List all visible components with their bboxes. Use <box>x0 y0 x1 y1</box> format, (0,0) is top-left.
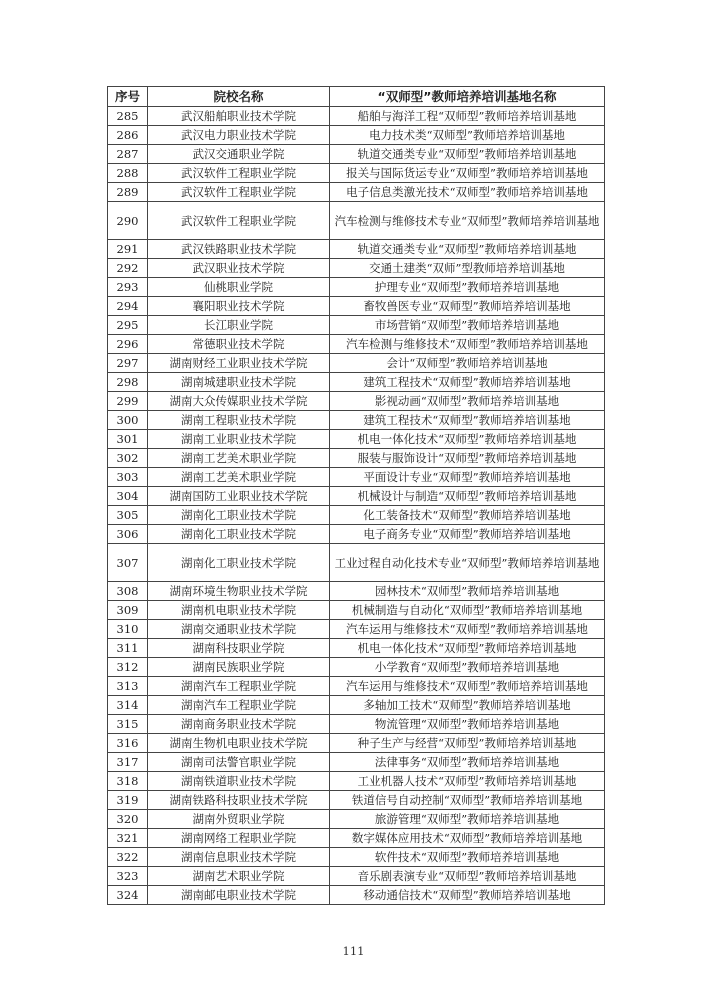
table-row <box>108 316 605 335</box>
row-school-name: 湖南国防工业职业技术学院 <box>148 487 330 506</box>
table-body <box>108 107 605 905</box>
table-row <box>108 202 605 240</box>
row-base-name: 会计“双师型”教师培养培训基地 <box>330 354 605 373</box>
row-base-name: 电子信息类激光技术“双师型”教师培养培训基地 <box>330 183 605 202</box>
row-base-name: 物流管理“双师型”教师培养培训基地 <box>330 715 605 734</box>
table-row <box>108 449 605 468</box>
row-serial-number: 318 <box>108 772 148 791</box>
row-school-name: 湖南生物机电职业技术学院 <box>148 734 330 753</box>
row-school-name: 湖南商务职业技术学院 <box>148 715 330 734</box>
row-school-name: 湖南工业职业技术学院 <box>148 430 330 449</box>
table-row <box>108 810 605 829</box>
table-row <box>108 791 605 810</box>
row-base-name: 汽车检测与维修技术“双师型”教师培养培训基地 <box>330 335 605 354</box>
row-base-name: 轨道交通类专业“双师型”教师培养培训基地 <box>330 240 605 259</box>
row-base-name: 建筑工程技术“双师型”教师培养培训基地 <box>330 373 605 392</box>
row-serial-number: 302 <box>108 449 148 468</box>
table-row <box>108 848 605 867</box>
row-base-name: 软件技术“双师型”教师培养培训基地 <box>330 848 605 867</box>
row-school-name: 湖南铁路科技职业技术学院 <box>148 791 330 810</box>
row-school-name: 武汉铁路职业技术学院 <box>148 240 330 259</box>
row-serial-number: 312 <box>108 658 148 677</box>
row-school-name: 湖南外贸职业学院 <box>148 810 330 829</box>
row-base-name: 小学教育“双师型”教师培养培训基地 <box>330 658 605 677</box>
row-school-name: 长江职业学院 <box>148 316 330 335</box>
row-base-name: 电力技术类“双师型”教师培养培训基地 <box>330 126 605 145</box>
row-serial-number: 303 <box>108 468 148 487</box>
row-base-name: 园林技术“双师型”教师培养培训基地 <box>330 582 605 601</box>
row-serial-number: 324 <box>108 886 148 905</box>
row-serial-number: 293 <box>108 278 148 297</box>
row-school-name: 湖南司法警官职业学院 <box>148 753 330 772</box>
row-base-name: 市场营销“双师型”教师培养培训基地 <box>330 316 605 335</box>
row-serial-number: 322 <box>108 848 148 867</box>
row-serial-number: 311 <box>108 639 148 658</box>
table-row <box>108 487 605 506</box>
row-serial-number: 309 <box>108 601 148 620</box>
table-row <box>108 354 605 373</box>
row-serial-number: 298 <box>108 373 148 392</box>
row-school-name: 武汉船舶职业技术学院 <box>148 107 330 126</box>
table-row <box>108 297 605 316</box>
row-serial-number: 296 <box>108 335 148 354</box>
row-school-name: 湖南财经工业职业技术学院 <box>148 354 330 373</box>
table-row <box>108 468 605 487</box>
row-school-name: 湖南汽车工程职业学院 <box>148 677 330 696</box>
row-school-name: 湖南城建职业技术学院 <box>148 373 330 392</box>
table-row <box>108 373 605 392</box>
row-base-name: 多轴加工技术“双师型”教师培养培训基地 <box>330 696 605 715</box>
row-base-name: 船舶与海洋工程“双师型”教师培养培训基地 <box>330 107 605 126</box>
table-row <box>108 601 605 620</box>
row-base-name: 音乐剧表演专业“双师型”教师培养培训基地 <box>330 867 605 886</box>
table-row <box>108 867 605 886</box>
table-row <box>108 772 605 791</box>
row-serial-number: 297 <box>108 354 148 373</box>
table-row <box>108 392 605 411</box>
table-row <box>108 696 605 715</box>
row-serial-number: 290 <box>108 202 148 240</box>
row-serial-number: 323 <box>108 867 148 886</box>
table-row <box>108 677 605 696</box>
row-base-name: 铁道信号自动控制“双师型”教师培养培训基地 <box>330 791 605 810</box>
row-base-name: 护理专业“双师型”教师培养培训基地 <box>330 278 605 297</box>
table-row <box>108 145 605 164</box>
row-school-name: 湖南铁道职业技术学院 <box>148 772 330 791</box>
row-serial-number: 319 <box>108 791 148 810</box>
table-row <box>108 658 605 677</box>
row-school-name: 湖南机电职业技术学院 <box>148 601 330 620</box>
row-base-name: 机械制造与自动化“双师型”教师培养培训基地 <box>330 601 605 620</box>
row-school-name: 武汉软件工程职业学院 <box>148 183 330 202</box>
row-base-name: 平面设计专业“双师型”教师培养培训基地 <box>330 468 605 487</box>
row-base-name: 交通土建类“双师”型教师培养培训基地 <box>330 259 605 278</box>
row-school-name: 常德职业技术学院 <box>148 335 330 354</box>
row-base-name: 建筑工程技术“双师型”教师培养培训基地 <box>330 411 605 430</box>
row-base-name: 影视动画“双师型”教师培养培训基地 <box>330 392 605 411</box>
header-base-name: “双师型”教师培养培训基地名称 <box>330 87 605 107</box>
row-base-name: 汽车运用与维修技术“双师型”教师培养培训基地 <box>330 677 605 696</box>
row-serial-number: 316 <box>108 734 148 753</box>
row-base-name: 汽车运用与维修技术“双师型”教师培养培训基地 <box>330 620 605 639</box>
table-row <box>108 886 605 905</box>
table-row <box>108 335 605 354</box>
page-number: 111 <box>342 944 365 958</box>
row-serial-number: 314 <box>108 696 148 715</box>
row-school-name: 湖南交通职业技术学院 <box>148 620 330 639</box>
row-serial-number: 315 <box>108 715 148 734</box>
row-serial-number: 294 <box>108 297 148 316</box>
row-school-name: 湖南汽车工程职业学院 <box>148 696 330 715</box>
row-base-name: 数字媒体应用技术“双师型”教师培养培训基地 <box>330 829 605 848</box>
row-base-name: 机械设计与制造“双师型”教师培养培训基地 <box>330 487 605 506</box>
training-base-table <box>107 86 605 905</box>
row-school-name: 湖南邮电职业技术学院 <box>148 886 330 905</box>
table-row <box>108 506 605 525</box>
row-school-name: 武汉职业技术学院 <box>148 259 330 278</box>
row-serial-number: 320 <box>108 810 148 829</box>
row-base-name: 报关与国际货运专业“双师型”教师培养培训基地 <box>330 164 605 183</box>
row-serial-number: 299 <box>108 392 148 411</box>
row-serial-number: 289 <box>108 183 148 202</box>
row-school-name: 湖南工程职业技术学院 <box>148 411 330 430</box>
header-school-name: 院校名称 <box>148 87 330 107</box>
row-school-name: 湖南艺术职业学院 <box>148 867 330 886</box>
row-base-name: 旅游管理“双师型”教师培养培训基地 <box>330 810 605 829</box>
row-serial-number: 305 <box>108 506 148 525</box>
row-school-name: 湖南科技职业学院 <box>148 639 330 658</box>
row-school-name: 湖南大众传媒职业技术学院 <box>148 392 330 411</box>
row-base-name: 法律事务“双师型”教师培养培训基地 <box>330 753 605 772</box>
row-serial-number: 300 <box>108 411 148 430</box>
table-row <box>108 639 605 658</box>
table-row <box>108 734 605 753</box>
table-row <box>108 544 605 582</box>
table-row <box>108 430 605 449</box>
row-serial-number: 304 <box>108 487 148 506</box>
table-row <box>108 240 605 259</box>
row-serial-number: 291 <box>108 240 148 259</box>
table-row <box>108 164 605 183</box>
row-school-name: 湖南民族职业学院 <box>148 658 330 677</box>
row-school-name: 湖南化工职业技术学院 <box>148 506 330 525</box>
row-base-name: 机电一体化技术“双师型”教师培养培训基地 <box>330 639 605 658</box>
row-base-name: 服装与服饰设计“双师型”教师培养培训基地 <box>330 449 605 468</box>
table-row <box>108 829 605 848</box>
row-serial-number: 295 <box>108 316 148 335</box>
row-serial-number: 317 <box>108 753 148 772</box>
row-serial-number: 306 <box>108 525 148 544</box>
row-school-name: 湖南化工职业技术学院 <box>148 525 330 544</box>
row-base-name: 移动通信技术“双师型”教师培养培训基地 <box>330 886 605 905</box>
table-row <box>108 259 605 278</box>
row-serial-number: 307 <box>108 544 148 582</box>
row-base-name: 轨道交通类专业“双师型”教师培养培训基地 <box>330 145 605 164</box>
row-base-name: 畜牧兽医专业“双师型”教师培养培训基地 <box>330 297 605 316</box>
table-row <box>108 582 605 601</box>
row-serial-number: 321 <box>108 829 148 848</box>
row-school-name: 湖南环境生物职业技术学院 <box>148 582 330 601</box>
row-school-name: 湖南工艺美术职业学院 <box>148 468 330 487</box>
row-school-name: 武汉电力职业技术学院 <box>148 126 330 145</box>
row-school-name: 武汉交通职业学院 <box>148 145 330 164</box>
row-serial-number: 310 <box>108 620 148 639</box>
row-serial-number: 288 <box>108 164 148 183</box>
row-base-name: 化工装备技术“双师型”教师培养培训基地 <box>330 506 605 525</box>
table-container <box>107 86 604 905</box>
row-serial-number: 286 <box>108 126 148 145</box>
header-serial-number: 序号 <box>108 87 148 107</box>
row-serial-number: 313 <box>108 677 148 696</box>
row-school-name: 武汉软件工程职业学院 <box>148 164 330 183</box>
row-school-name: 武汉软件工程职业学院 <box>148 202 330 240</box>
row-serial-number: 287 <box>108 145 148 164</box>
row-base-name: 工业机器人技术“双师型”教师培养培训基地 <box>330 772 605 791</box>
row-school-name: 湖南化工职业技术学院 <box>148 544 330 582</box>
row-base-name: 种子生产与经营“双师型”教师培养培训基地 <box>330 734 605 753</box>
row-school-name: 湖南工艺美术职业学院 <box>148 449 330 468</box>
table-row <box>108 525 605 544</box>
row-base-name: 电子商务专业“双师型”教师培养培训基地 <box>330 525 605 544</box>
table-row <box>108 715 605 734</box>
table-row <box>108 411 605 430</box>
table-row <box>108 753 605 772</box>
row-serial-number: 285 <box>108 107 148 126</box>
row-school-name: 湖南信息职业技术学院 <box>148 848 330 867</box>
table-row <box>108 107 605 126</box>
table-header-row <box>108 87 605 107</box>
row-school-name: 襄阳职业技术学院 <box>148 297 330 316</box>
table-row <box>108 620 605 639</box>
table-row <box>108 278 605 297</box>
row-base-name: 机电一体化技术“双师型”教师培养培训基地 <box>330 430 605 449</box>
row-serial-number: 301 <box>108 430 148 449</box>
table-row <box>108 183 605 202</box>
row-base-name: 汽车检测与维修技术专业“双师型”教师培养培训基地 <box>330 202 605 240</box>
row-school-name: 仙桃职业学院 <box>148 278 330 297</box>
table-row <box>108 126 605 145</box>
row-school-name: 湖南网络工程职业学院 <box>148 829 330 848</box>
row-serial-number: 292 <box>108 259 148 278</box>
row-base-name: 工业过程自动化技术专业“双师型”教师培养培训基地 <box>330 544 605 582</box>
row-serial-number: 308 <box>108 582 148 601</box>
